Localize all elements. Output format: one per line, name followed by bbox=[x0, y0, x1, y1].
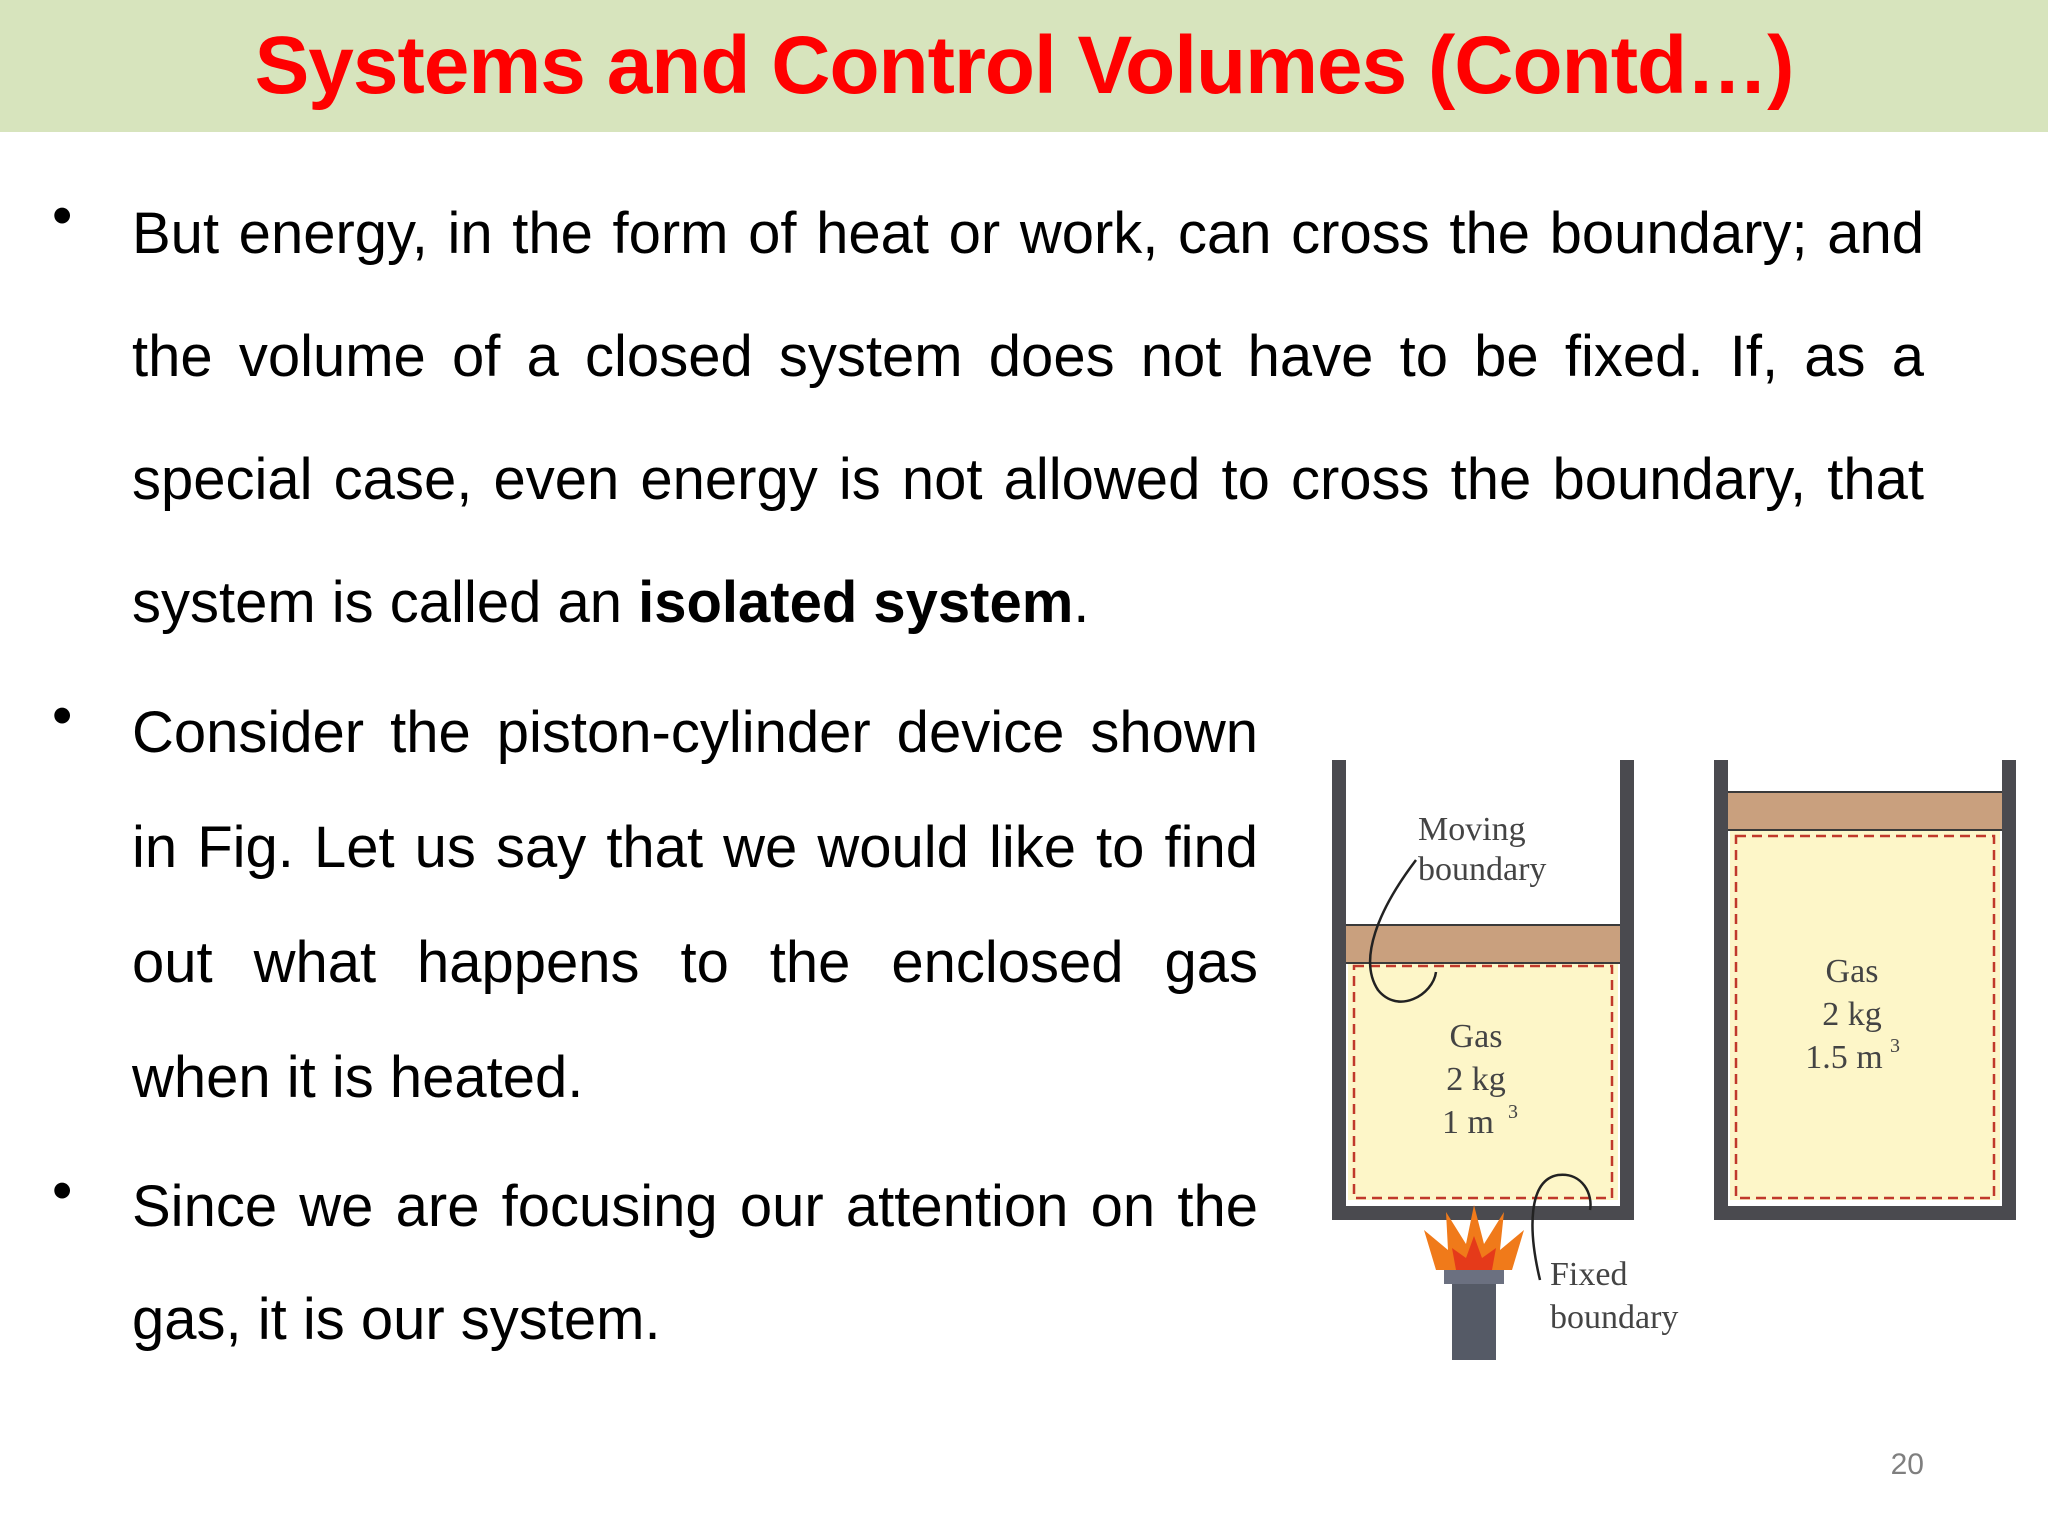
bullet-1-text-after: . bbox=[1073, 570, 1090, 635]
right-piston bbox=[1726, 792, 2004, 830]
bullet-3-text: Since we are focusing our attention on the gas, it is our system. bbox=[132, 1174, 1258, 1352]
right-gas-volume-exponent: 3 bbox=[1890, 1035, 1900, 1057]
left-cylinder-wall bbox=[1620, 760, 1634, 1220]
left-gas-mass: 2 kg bbox=[1446, 1061, 1506, 1098]
right-cylinder-base bbox=[1714, 1206, 2016, 1220]
moving-boundary-label: Moving bbox=[1418, 811, 1526, 848]
bullet-icon: • bbox=[52, 683, 73, 748]
right-cylinder bbox=[1714, 760, 2016, 1220]
moving-boundary-label: boundary bbox=[1418, 851, 1547, 888]
left-gas-label: Gas bbox=[1449, 1018, 1503, 1055]
fixed-boundary-label: Fixed bbox=[1550, 1256, 1628, 1293]
page-number: 20 bbox=[1890, 1448, 1924, 1481]
bullet-icon: • bbox=[52, 1158, 73, 1223]
right-gas-mass: 2 kg bbox=[1822, 996, 1882, 1033]
bullet-1-bold-term: isolated system bbox=[638, 570, 1074, 635]
left-cylinder bbox=[1332, 760, 1634, 1220]
right-gas-volume: 1.5 m bbox=[1805, 1039, 1883, 1076]
piston-cylinder-figure bbox=[1318, 750, 2018, 1370]
burner-top bbox=[1444, 1270, 1504, 1284]
burner-stand bbox=[1452, 1280, 1496, 1360]
left-cylinder-base bbox=[1332, 1206, 1634, 1220]
left-gas-volume: 1 m bbox=[1442, 1104, 1494, 1141]
slide-title: Systems and Control Volumes (Contd…) bbox=[254, 20, 1794, 111]
burner bbox=[1424, 1205, 1524, 1360]
bullet-1-text bbox=[132, 172, 1924, 664]
title-bar bbox=[0, 0, 2048, 132]
left-piston bbox=[1344, 925, 1622, 963]
left-cylinder-wall bbox=[1332, 760, 1346, 1220]
fixed-boundary-label: boundary bbox=[1550, 1299, 1679, 1336]
right-gas-label: Gas bbox=[1825, 953, 1879, 990]
right-cylinder-wall bbox=[1714, 760, 1728, 1220]
left-gas-volume-exponent: 3 bbox=[1508, 1101, 1518, 1123]
bullet-1-text-before: But energy, in the form of heat or work, can cross the boundary; and the volume of a closed system does not have to be fixed. If, as a special case, even energy is not allowed to cross the boundary, that system is called an bbox=[132, 201, 1924, 635]
bullet-2-text: Consider the piston-cylinder device shown in Fig. Let us say that we would like to find out what happens to the enclosed gas when it is heated. bbox=[132, 700, 1258, 1110]
bullet-icon: • bbox=[52, 183, 73, 248]
right-cylinder-wall bbox=[2002, 760, 2016, 1220]
